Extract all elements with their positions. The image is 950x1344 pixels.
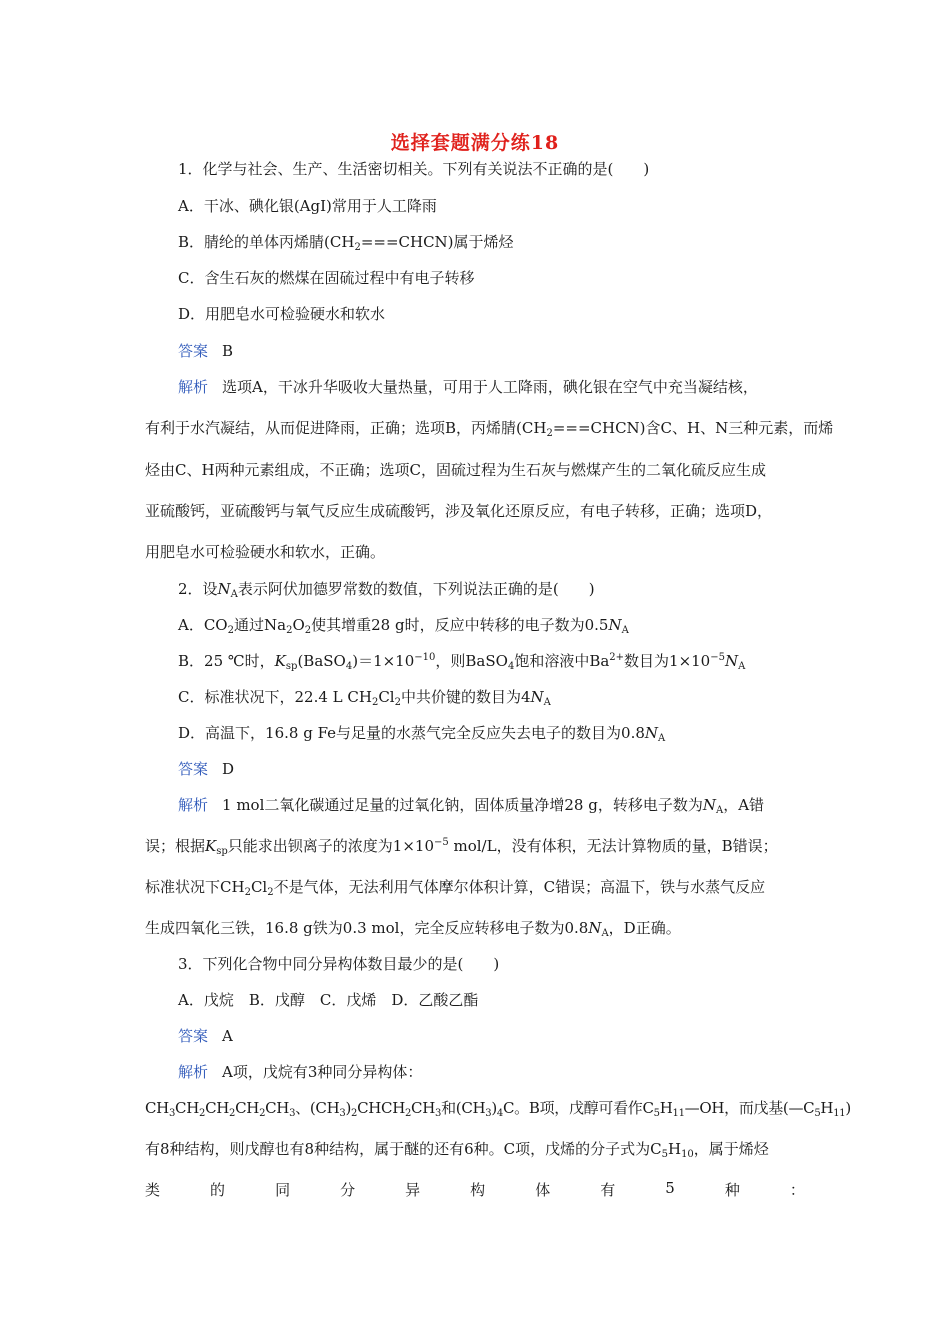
q1-analysis-line: 亚硫酸钙，亚硫酸钙与氧气反应生成硫酸钙，涉及氧化还原反应，有电子转移，正确；选项D， bbox=[145, 502, 773, 520]
q1-option-b: B．腈纶的单体丙烯腈$(CH_2===CHCN)$属于烯烃 bbox=[178, 233, 514, 253]
q1-stem: 1．化学与社会、生产、生活密切相关。下列有关说法不正确的是( ) bbox=[178, 160, 650, 178]
q1-option-d: D．用肥皂水可检验硬水和软水 bbox=[178, 305, 386, 323]
q3-stem: 3．下列化合物中同分异构体数目最少的是( ) bbox=[178, 955, 500, 973]
q3-analysis-line: $CH_3CH_2CH_2CH_2CH_3$、$(CH_3)_2CHCH_2CH_3$和$(CH_3)_4C$。B项，戊醇可看作$C_5H_{11}—OH$，而戊基$(—C_5H_{11})$ bbox=[145, 1099, 851, 1119]
q1-analysis-line: 烃由C、H两种元素组成，不正确；选项C，固硫过程为生石灰与燃煤产生的二氧化硫反应生成 bbox=[145, 461, 767, 479]
analysis-label: 解析 bbox=[178, 378, 209, 396]
q1-analysis-line: 用肥皂水可检验硬水和软水，正确。 bbox=[145, 543, 386, 561]
analysis-label: 解析 bbox=[178, 1063, 209, 1081]
q1-option-c: C．含生石灰的燃煤在固硫过程中有电子转移 bbox=[178, 269, 475, 287]
answer-label: 答案 bbox=[178, 342, 209, 360]
analysis-label: 解析 bbox=[178, 796, 209, 814]
q1-option-a: A．干冰、碘化银(AgI)常用于人工降雨 bbox=[178, 197, 437, 215]
q2-stem: 2．设$N_A$表示阿伏加德罗常数的数值，下列说法正确的是( ) bbox=[178, 580, 595, 600]
q2-option-a: A．$CO_2$通过$Na_2O_2$使其增重28 g时，反应中转移的电子数为$0.5N_A$ bbox=[178, 616, 629, 636]
q2-option-d: D．高温下，16.8 g Fe与足量的水蒸气完全反应失去电子的数目为$0.8N_A$ bbox=[178, 724, 666, 744]
q2-answer: 答案 D bbox=[178, 760, 235, 778]
page-title: 选择套题满分练18 bbox=[390, 132, 560, 154]
answer-label: 答案 bbox=[178, 760, 209, 778]
q1-answer: 答案 B bbox=[178, 342, 234, 360]
q1-analysis-line: 有利于水汽凝结，从而促进降雨，正确；选项B，丙烯腈$(CH_2===CHCN)$含C、H、N三种元素，而烯 bbox=[145, 419, 834, 439]
q3-analysis-line: 有8种结构，则戊醇也有8种结构，属于醚的还有6种。C项，戊烯的分子式为$C_5H_{10}$，属于烯烃 bbox=[145, 1140, 769, 1160]
q3-analysis-line: 解析 A项，戊烷有3种同分异构体： bbox=[178, 1063, 423, 1081]
q2-option-c: C．标准状况下，22.4 L $CH_2Cl_2$中共价键的数目为$4N_A$ bbox=[178, 688, 551, 708]
q3-analysis-line: 类 的 同 分 异 构 体 有 5 种 ： bbox=[145, 1179, 805, 1199]
q2-analysis-line: 误；根据$K_{sp}$只能求出钡离子的浓度为$1\times 10^{-5}$ mol/L，没有体积，无法计算物质的量，B错误； bbox=[145, 837, 778, 857]
q2-analysis-line: 标准状况下$CH_2Cl_2$不是气体，无法利用气体摩尔体积计算，C错误；高温下，铁与水蒸气反应 bbox=[145, 878, 766, 898]
q1-analysis-line: 解析 选项A，干冰升华吸收大量热量，可用于人工降雨，碘化银在空气中充当凝结核， bbox=[178, 378, 758, 396]
answer-label: 答案 bbox=[178, 1027, 209, 1045]
q2-option-b: B．25 ℃时，$K_{sp}(BaSO_4)=1\times 10^{-10}$，则BaSO$_4$饱和溶液中$Ba^{2+}$数目为$1\times 10^{-5}N_A$ bbox=[178, 652, 746, 672]
q3-answer: 答案 A bbox=[178, 1027, 233, 1045]
q3-options: A．戊烷 B．戊醇 C．戊烯 D．乙酸乙酯 bbox=[178, 991, 479, 1009]
q2-analysis-line: 生成四氧化三铁，16.8 g铁为0.3 mol，完全反应转移电子数为$0.8N_A$，D正确。 bbox=[145, 919, 681, 939]
q2-analysis-line: 解析 1 mol二氧化碳通过足量的过氧化钠，固体质量净增28 g，转移电子数为$N_A$，A错 bbox=[178, 796, 765, 816]
